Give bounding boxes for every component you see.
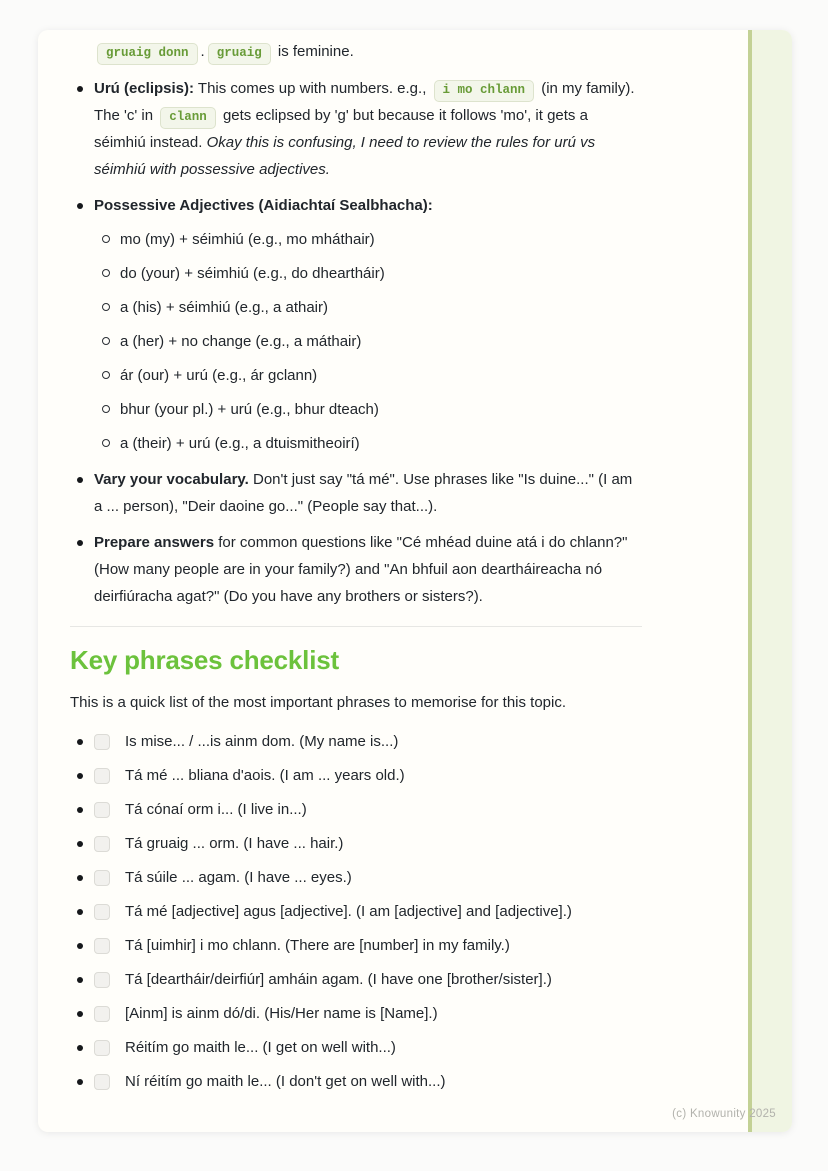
section-divider (70, 626, 642, 627)
phrase-label: Tá gruaig ... orm. (I have ... hair.) (125, 835, 344, 852)
sub-bullet-item: mo (my) + séimhiú (e.g., mo mháthair) (120, 226, 642, 253)
checklist-item (94, 762, 642, 789)
phrase-label: Tá mé [adjective] agus [adjective]. (I am [adjective] and [adjective].) (125, 903, 572, 920)
phrase-checkbox[interactable] (94, 836, 110, 852)
inline-code-gruaig: gruaig (208, 43, 271, 65)
checklist-item (94, 830, 642, 857)
sub-bullet-item: ár (our) + urú (e.g., ár gclann) (120, 362, 642, 389)
text-run: for common questions like "Cé mhéad duine atá i do chlann?" (How many people are in your family?) and "An bhfuil aon deartháireacha nó deirfiúracha agat?" (Do you have any brothers or sisters?). (94, 534, 628, 605)
phrase-checkbox[interactable] (94, 768, 110, 784)
phrase-checkbox[interactable] (94, 734, 110, 750)
phrase-label: Réitím go maith le... (I get on well with...) (125, 1039, 396, 1056)
document-content (70, 38, 642, 1102)
checklist-item (94, 1000, 642, 1027)
bullet-item-possessive (94, 192, 642, 457)
tip-label: Vary your vocabulary. (94, 471, 249, 488)
phrase-checkbox[interactable] (94, 904, 110, 920)
bullet-item-prepare (94, 529, 642, 610)
phrase-checkbox[interactable] (94, 802, 110, 818)
checklist-item (94, 966, 642, 993)
checklist-intro: This is a quick list of the most important phrases to memorise for this topic. (70, 694, 567, 711)
sub-bullet-item: bhur (your pl.) + urú (e.g., bhur dteach) (120, 396, 642, 423)
phrase-label: Tá súile ... agam. (I have ... eyes.) (125, 869, 352, 886)
phrase-checkbox[interactable] (94, 1040, 110, 1056)
phrase-checkbox[interactable] (94, 972, 110, 988)
document-page (38, 30, 792, 1132)
key-phrases-checklist (70, 728, 642, 1095)
bullet-item-uru (94, 75, 642, 183)
phrase-label: Tá [deartháir/deirfiúr] amháin agam. (I have one [brother/sister].) (125, 971, 552, 988)
inline-code-clann: clann (160, 107, 216, 129)
phrase-label: Ní réitím go maith le... (I don't get on well with...) (125, 1073, 446, 1090)
text-run: is feminine. (273, 43, 354, 60)
tip-label: Urú (eclipsis): (94, 80, 195, 97)
phrase-label: [Ainm] is ainm dó/di. (His/Her name is [Name].) (125, 1005, 438, 1022)
italic-note: Okay this is confusing, I need to review the rules for urú vs séimhiú with possessive adjectives. (94, 134, 596, 178)
sub-bullet-item: a (their) + urú (e.g., a dtuismitheoirí) (120, 430, 642, 457)
checklist-item (94, 1034, 642, 1061)
section-heading: Key phrases checklist (70, 645, 339, 675)
phrase-checkbox[interactable] (94, 870, 110, 886)
phrase-checkbox[interactable] (94, 1006, 110, 1022)
checklist-item (94, 864, 642, 891)
checklist-item (94, 728, 642, 755)
tips-list (70, 75, 642, 610)
phrase-label: Tá cónaí orm i... (I live in...) (125, 801, 307, 818)
phrase-checkbox[interactable] (94, 1074, 110, 1090)
possessive-sublist (94, 226, 642, 457)
sub-bullet-item: do (your) + séimhiú (e.g., do dheartháir) (120, 260, 642, 287)
paragraph-continuation (94, 38, 642, 65)
text-run: gets eclipsed by 'g' but because it follows 'mo', it gets a séimhiú instead. (94, 107, 588, 151)
sub-bullet-item: a (his) + séimhiú (e.g., a athair) (120, 294, 642, 321)
phrase-label: Is mise... / ...is ainm dom. (My name is...) (125, 733, 399, 750)
checklist-item (94, 898, 642, 925)
text-run: Don't just say "tá mé". Use phrases like "Is duine..." (I am a ... person), "Deir daoine go..." (People say that...). (94, 471, 633, 515)
text-run: (in my family). The 'c' in (94, 80, 635, 124)
text-run: . (200, 43, 205, 60)
copyright-watermark: (c) Knowunity 2025 (672, 1108, 776, 1120)
phrase-label: Tá [uimhir] i mo chlann. (There are [number] in my family.) (125, 937, 510, 954)
tip-label: Possessive Adjectives (Aidiachtaí Sealbhacha): (94, 197, 433, 214)
inline-code-gruaig-donn: gruaig donn (97, 43, 198, 65)
sub-bullet-item: a (her) + no change (e.g., a máthair) (120, 328, 642, 355)
checklist-item (94, 1068, 642, 1095)
inline-code-i-mo-chlann: i mo chlann (434, 80, 535, 102)
phrase-label: Tá mé ... bliana d'aois. (I am ... years old.) (125, 767, 405, 784)
page-margin-strip (748, 30, 792, 1132)
checklist-item (94, 932, 642, 959)
phrase-checkbox[interactable] (94, 938, 110, 954)
bullet-item-vary (94, 466, 642, 520)
tip-label: Prepare answers (94, 534, 215, 551)
text-run: This comes up with numbers. e.g., (194, 80, 431, 97)
checklist-item (94, 796, 642, 823)
